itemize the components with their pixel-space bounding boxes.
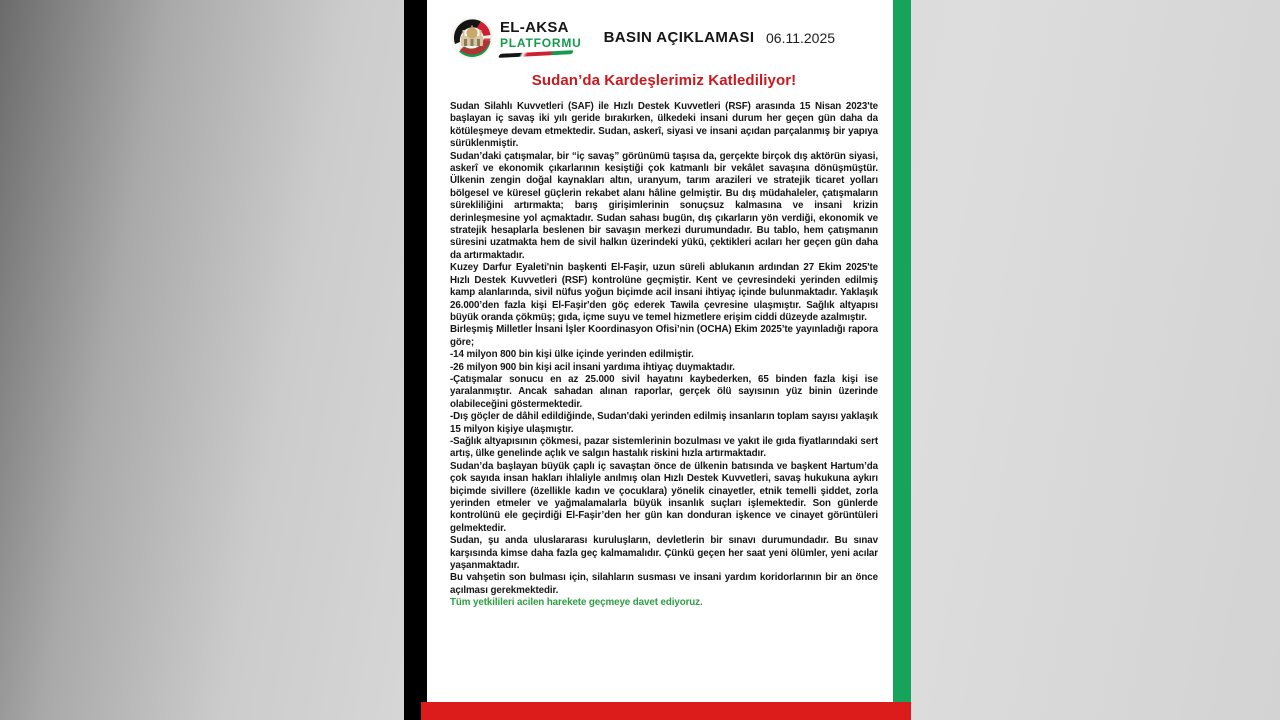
list-item: -Sağlık altyapısının çökmesi, pazar sistemlerinin bozulması ve yakıt ile gıda fiyatlarındaki sert artış, ülke genelinde açlık ve salgın hastalık riskini hızla artırmaktadır. xyxy=(450,435,878,460)
doc-date: 06.11.2025 xyxy=(766,30,836,46)
el-aksa-mosque-emblem-icon xyxy=(450,16,494,60)
page-right-green-stripe xyxy=(893,0,911,702)
paragraph: Kuzey Darfur Eyaleti'nin başkenti El-Faşir, uzun süreli ablukanın ardından 27 Ekim 2025'te Hızlı Destek Kuvvetleri (RSF) kontrolüne geçmiştir. Kent ve çevresindeki yerinden edilmiş kamp alanlarında, sivil nüfus yoğun biçimde acil insani ihtiyaç içinde bulunmaktadır. Yaklaşık 26.000’den fazla kişi El-Faşir'den göç ederek Tawila çevresine ulaşmıştır. Sağlık altyapısı büyük oranda çökmüş; gıda, içme suyu ve temel hizmetlere erişim ciddi düzeyde azalmıştır. xyxy=(450,262,878,323)
paragraph: Sudan’da başlayan büyük çaplı iç savaştan önce de ülkenin batısında ve başkent Hartum’da çok sayıda insan hakları ihlaliyle anılmış olan Hızlı Destek Kuvvetleri, savaş hukukuna aykırı biçimde sivillere (özellikle kadın ve çocuklara) yönelik cinayetler, etnik temelli şiddet, zorla yerinden etmeler ve yağmalamalarla büyük insanlık suçları işlemektedir. Son günlerde kontrolünü ele geçirdiği El-Faşir’den her gün kan donduran işkence ve cinayet görüntüleri gelmektedir. xyxy=(450,460,878,534)
paragraph: Bu vahşetin son bulması için, silahların susması ve insani yardım koridorlarının bir an önce açılması gerekmektedir. xyxy=(450,572,878,596)
page-header xyxy=(450,12,878,64)
page-left-black-bar xyxy=(404,0,427,720)
el-aksa-logo xyxy=(450,16,600,60)
paragraph: Sudan’daki çatışmalar, bir “iç savaş” görünümü taşısa da, gerçekte birçok dış aktörün siyasi, askerî ve ekonomik çıkarlarının kesiştiği çok katmanlı bir vekâlet savaşına dönüşmüştür. Ülkenin zengin doğal kaynakları altın, uranyum, tarım arazileri ve stratejik ticaret yolları bölgesel ve küresel güçlerin rekabet alanı hâline gelmiştir. Bu dış müdahaleler, çatışmaların sürekliliğini artırmakta; barış girişimlerinin sonuçsuz kalmasına ve insani krizin derinleşmesine yol açmaktadır. Sudan sahası bugün, dış çıkarların yön verdiği, ekonomik ve stratejik hesaplarla beslenen bir savaşın merkezi durumundadır. Bu tablo, hem çatışmanın süresini uzatmakta hem de sivil halkın üzerindeki yükü, çektikleri acıları her geçen gün daha da artırmaktadır. xyxy=(450,150,878,261)
header-center xyxy=(600,29,758,47)
doc-type-label: BASIN AÇIKLAMASI xyxy=(603,29,755,46)
closing-call-to-action: Tüm yetkilileri acilen harekete geçmeye davet ediyoruz. xyxy=(450,597,703,609)
logo-subtitle: PLATFORMU xyxy=(500,36,582,50)
list-item: -Çatışmalar sonucu en az 25.000 sivil hayatını kaybederken, 65 binden fazla kişi ise yaralanmıştır. Ancak sahadan alınan raporlar, gerçek ölü sayısının yüz binin üzerinde olabileceğini göstermektedir. xyxy=(450,373,878,410)
logo-text xyxy=(500,20,582,56)
paragraph: Birleşmiş Milletler İnsani İşler Koordinasyon Ofisi’nin (OCHA) Ekim 2025’te yayınladığı rapora göre; xyxy=(450,324,878,348)
list-item: -26 milyon 900 bin kişi acil insani yardıma ihtiyaç duymaktadır. xyxy=(450,361,735,373)
press-release-page xyxy=(427,0,893,702)
doc-title: Sudan’da Kardeşlerimiz Katlediliyor! xyxy=(531,72,797,89)
logo-flag-swoosh-icon xyxy=(498,50,574,58)
paragraph: Sudan, şu anda uluslararası kuruluşların, devletlerin bir sınavı durumundadır. Bu sınav karşısında kimse daha fazla geç kalmamalıdır. Çünkü geçen her saat yeni ölümler, yeni acılar yaşanmaktadır. xyxy=(450,535,878,572)
logo-title: EL-AKSA xyxy=(500,19,569,36)
list-item: -14 milyon 800 bin kişi ülke içinde yerinden edilmiştir. xyxy=(450,349,694,361)
list-item: -Dış göçler de dâhil edildiğinde, Sudan'daki yerinden edilmiş insanların toplam sayısı yaklaşık 15 milyon kişiye ulaşmıştır. xyxy=(450,411,878,435)
doc-body xyxy=(450,101,878,610)
page-bottom-red-bar xyxy=(421,702,911,720)
paragraph: Sudan Silahlı Kuvvetleri (SAF) ile Hızlı Destek Kuvvetleri (RSF) arasında 15 Nisan 2023'te başlayan iç savaş iki yılı geride bırakırken, ülkedeki insani durum her geçen gün daha da kötüleşmeye devam etmektedir. Sudan, askerî, siyasi ve insani açıdan parçalanmış bir yapıya sürüklenmiştir. xyxy=(450,101,878,150)
